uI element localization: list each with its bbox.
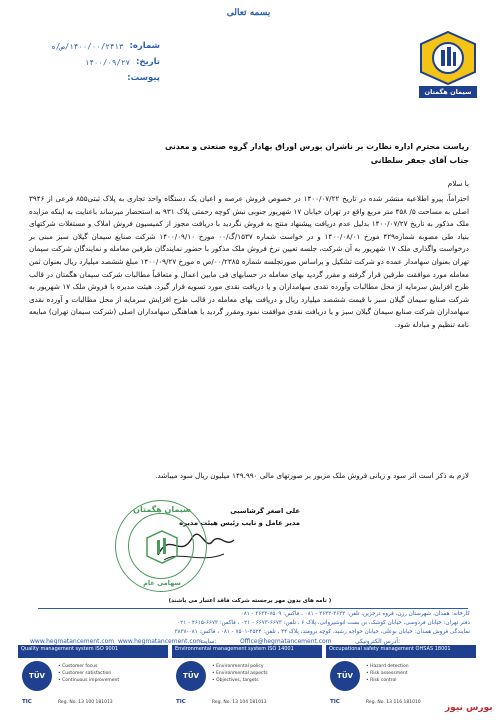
validity-note: ( نامه های بدون مهر برجسته شرکت فاقد اعتبار می باشند) — [168, 598, 332, 604]
footer-website-label: سایت: — [200, 638, 217, 645]
footer-website[interactable]: www.hegmatancement.com — [118, 638, 203, 645]
cert-title: Quality management system ISO 9001 — [18, 645, 168, 658]
cert-iso-9001 — [18, 645, 168, 707]
footer-email-label: آدرس الکترونیکی: — [355, 638, 401, 645]
number-value: ۱۴۰۰/۰۰/۲۴۱۳/ص/ه — [51, 41, 124, 51]
company-stamp — [115, 500, 207, 592]
attach-label: پیوست: — [127, 73, 160, 83]
cert-iso-14001 — [172, 645, 322, 707]
cert-body: • Hazard detection • Risk assessment • Risk control — [366, 664, 409, 683]
body-paragraph-2: لازم به ذکر است اثر سود و زیانی فروش ملک مزبور بر صورتهای مالی ۱۴۹.۹۹۰ میلیون ریال سود میباشد. — [155, 471, 469, 480]
tuv-logo-icon: TÜV — [330, 661, 360, 691]
cert-ohsas-18001 — [326, 645, 476, 707]
hamedan-office-address: نمایندگی فروش همدان: خیابان بوعلی، خیابان خواجه رشید، کوچه برومند، پلاک ۴۴ ، تلفن: ۲۵۲۴-۷۵۰۱ - ۰۸۱ ، فاکس: ۰۸۱-۳۸۳۸ — [174, 629, 470, 635]
stamp-emblem-icon — [144, 529, 180, 565]
logo-emblem-icon — [417, 30, 479, 86]
signatory-title: مدیر عامل و نایب رئیس هیئت مدیره — [179, 519, 300, 527]
addressee-line2: جناب آقای جعفر سلطانی — [370, 156, 469, 165]
addressee-line1: ریاست محترم اداره نظارت بر ناشران بورس اوراق بهادار گروه صنعتی و معدنی — [164, 142, 469, 151]
company-logo — [417, 30, 479, 98]
date-label: تاریخ: — [136, 57, 160, 67]
letter-meta — [40, 38, 160, 86]
footer-email-value[interactable]: Office@hegmatancement.com — [240, 638, 332, 645]
cert-reg: Reg. No. 13 100 181013 — [58, 700, 113, 705]
cert-tic: TIC — [22, 699, 32, 705]
meta-date-row — [40, 54, 160, 70]
number-label: شماره: — [129, 41, 160, 51]
cert-reg: Reg. No. 13 116 181010 — [366, 700, 421, 705]
cert-reg: Reg. No. 13 104 181013 — [212, 700, 267, 705]
footer-website-alt[interactable]: www.hegmatancement.com — [30, 638, 115, 645]
stamp-text-top: سیمان هگمتان — [133, 505, 191, 514]
signatory-name: علی اصغر گرشاسبی — [230, 507, 300, 515]
cert-body: • Customer focus • Customer satisfaction • Continuous improvement — [58, 664, 120, 683]
bismillah-header: بسمه تعالی — [226, 8, 271, 18]
footer-divider — [38, 608, 468, 609]
meta-number-row — [40, 38, 160, 54]
greeting: با سلام — [447, 179, 469, 188]
cert-tic: TIC — [330, 699, 340, 705]
cert-title: Environmental management system ISO 14001 — [172, 645, 322, 658]
meta-attach-row — [40, 70, 160, 86]
factory-address: کارخانه: همدان، شهرستان رزن، قروه درجزین، تلفن: ۳۶۳۳-۳۶۳۳ - ۰۸۱ ، فاکس: ۷۵۰۹-۳۶۳۳ - ۰۸۱ — [240, 611, 470, 617]
cert-body: • Environmental policy • Environmental aspects • Objectives, targets — [212, 664, 268, 683]
cert-tic: TIC — [176, 699, 186, 705]
date-value: ۱۴۰۰/۰۹/۲۷ — [84, 57, 130, 67]
stamp-text-bottom: سهامی عام — [143, 579, 181, 587]
body-paragraph-1: احتراماً، پیرو اطلاعیه منتشر شده در تاریخ ۱۴۰۰/۰۷/۲۲ در خصوص فروش عرصه و اعیان یک دستگاه واحد تجاری به پلاک ثبتی۸۵۵ فرعی از ۳۹۴۶ اصلی به مساحت ۵/ ۴۵۸ متر مربع واقع در تهران خیابان ۱۷ شهریور جنوبی نبش کوچه رحمتی پلاک ۹۳۱ به استحضار میرساند باعنایت به اینکه مزایده ملک مذکور به تاریخ ۱۴۰۰/۰۷/۲۷ بدلیل عدم دریافت پیشنهاد منتج به فروش نگردید با دریافت مجوز از کمیسیون فروش املاک و مستغلات شرکتهای بنیاد طی مصوبه شماره۴۲۹ مورخ ۱۴۰۰/۰۸/۰۱ و در خواست شماره ۱۵۳۷/گ/۰۰ مورخ ۱۴۰۰/۰۹/۱۰ شرکت صنایع سیمان گیلان سبز مبنی بر درخواست واگذاری ملک ۱۷ شهریور به آن شرکت، جلسه تعیین نرخ فروش ملک مذکور با حضور نمایندگان طرفین معامله و نمایندگان شرکت سیمان تهران بعنوان سهامدار عمده دو شرکت تشکیل و براساس صورتجلسه شماره ۰۰/۲۳۸۵/ص ه مورخ ۱۴۰۰/۰۹/۲۷ مبلغ ششصد میلیارد ریال بعنوان ثمن معامله مورد موافقت طرفین قرار گرفته و مقرر گردید بهای معامله در حسابهای فی مابین اعمال و متعاقباً مطالبات شرکت سیمان هگمتان در قالب طرح افزایش سرمایه از محل مطالبات وآورده نقدی سهامداران و یا دریافت نقدی مورد تسویه قرار گیرد. هیئت مدیره با فروش ملک ۱۷ شهریور به شرکت صنایع سیمان گیلان سبز با قیمت ششصد میلیارد ریال و دریافت بهای معامله در قالب طرح افزایش سرمایه از محل مطالبات و آورده نقدی سهامداران شرکت صنایع سیمان گیلان سبز و یا دریافت نقدی موافقت نمود ومقرر گردید با هماهنگی سهامداران اصلی (شرکت سیمان تهران) مبایعه نامه تنظیم و مبادله شود. — [29, 194, 470, 329]
logo-brand-text: سیمان هگمتان — [419, 86, 477, 98]
cert-title: Occupational safety management OHSAS 18001 — [326, 645, 476, 658]
tehran-office-address: دفتر تهران: خیابان فردوسی، خیابان کوشک، بن بست انوشیروانی، پلاک ۶ ، تلفن: ۶۶۷۳-۶۶۷۳ - ۰۲۱ ، فاکس: ۶۶۷۳-۴۶۱۵ - ۰۲۱ — [177, 620, 470, 626]
tuv-logo-icon: TÜV — [22, 661, 52, 691]
source-watermark: بورس نیوز — [445, 703, 493, 713]
tuv-logo-icon: TÜV — [176, 661, 206, 691]
